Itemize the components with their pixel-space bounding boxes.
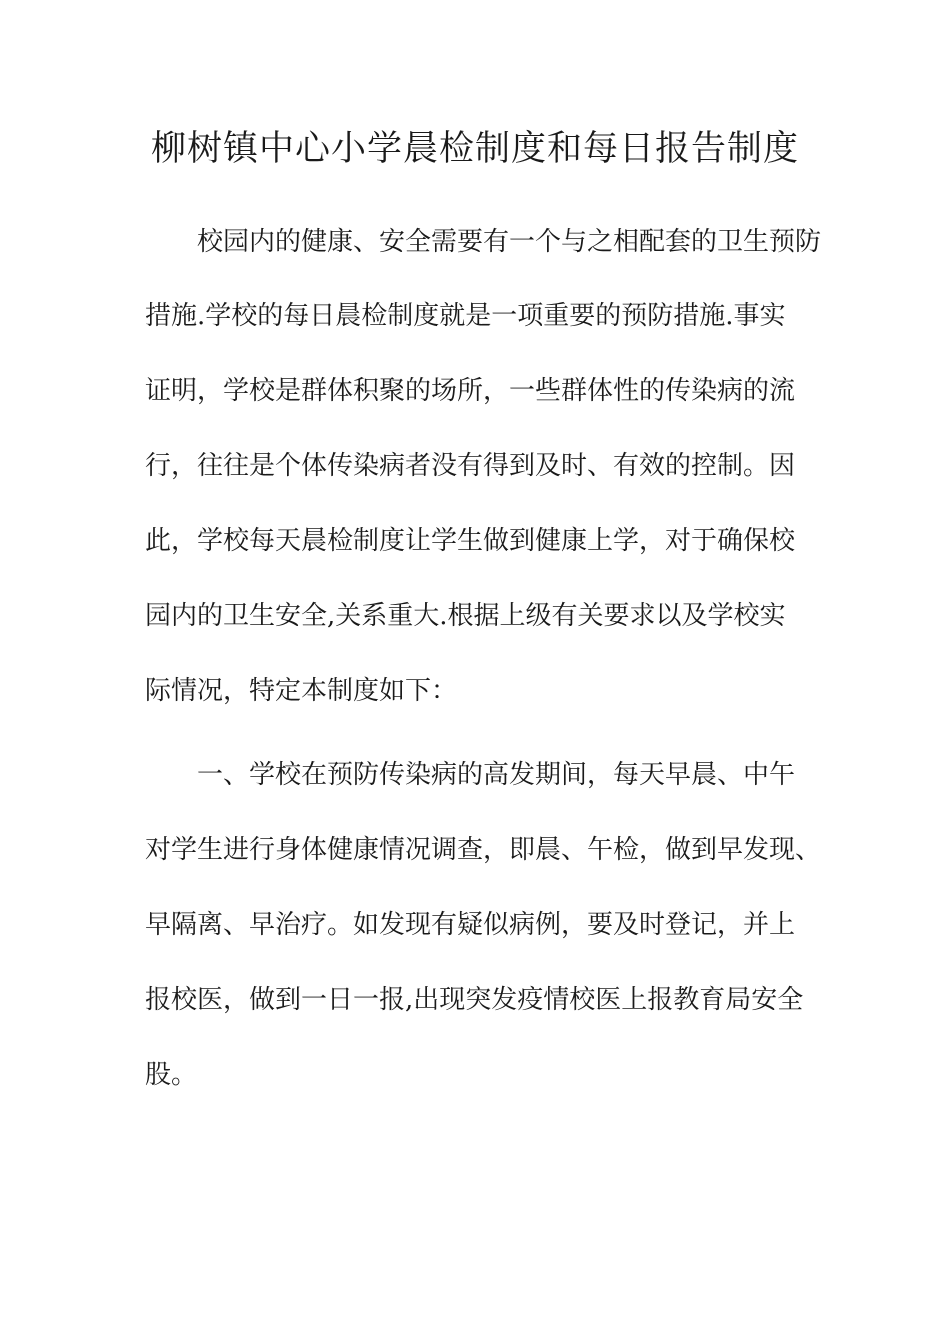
document-title: 柳树镇中心小学晨检制度和每日报告制度 [150, 129, 799, 169]
paragraph-2-line-1: 一、学校在预防传染病的高发期间，每天早晨、中午 [197, 760, 796, 790]
paragraph-1-line-7: 际情况，特定本制度如下： [145, 676, 458, 706]
paragraph-2-line-3: 早隔离、早治疗。如发现有疑似病例，要及时登记，并上 [145, 910, 796, 940]
paragraph-1-line-1: 校园内的健康、安全需要有一个与之相配套的卫生预防 [197, 227, 822, 257]
paragraph-1-line-6: 园内的卫生安全,关系重大.根据上级有关要求以及学校实 [145, 601, 786, 631]
paragraph-1-line-2: 措施.学校的每日晨检制度就是一项重要的预防措施.事实 [145, 301, 786, 331]
paragraph-2-line-2: 对学生进行身体健康情况调查，即晨、午检，做到早发现、 [145, 835, 822, 865]
paragraph-2-line-4: 报校医，做到一日一报,出现突发疫情校医上报教育局安全 [145, 985, 804, 1015]
paragraph-1-line-5: 此，学校每天晨检制度让学生做到健康上学，对于确保校 [145, 526, 796, 556]
paragraph-1-line-3: 证明，学校是群体积聚的场所，一些群体性的传染病的流 [145, 376, 796, 406]
paragraph-1-line-4: 行，往往是个体传染病者没有得到及时、有效的控制。因 [145, 451, 796, 481]
paragraph-2-line-5: 股。 [145, 1060, 198, 1090]
